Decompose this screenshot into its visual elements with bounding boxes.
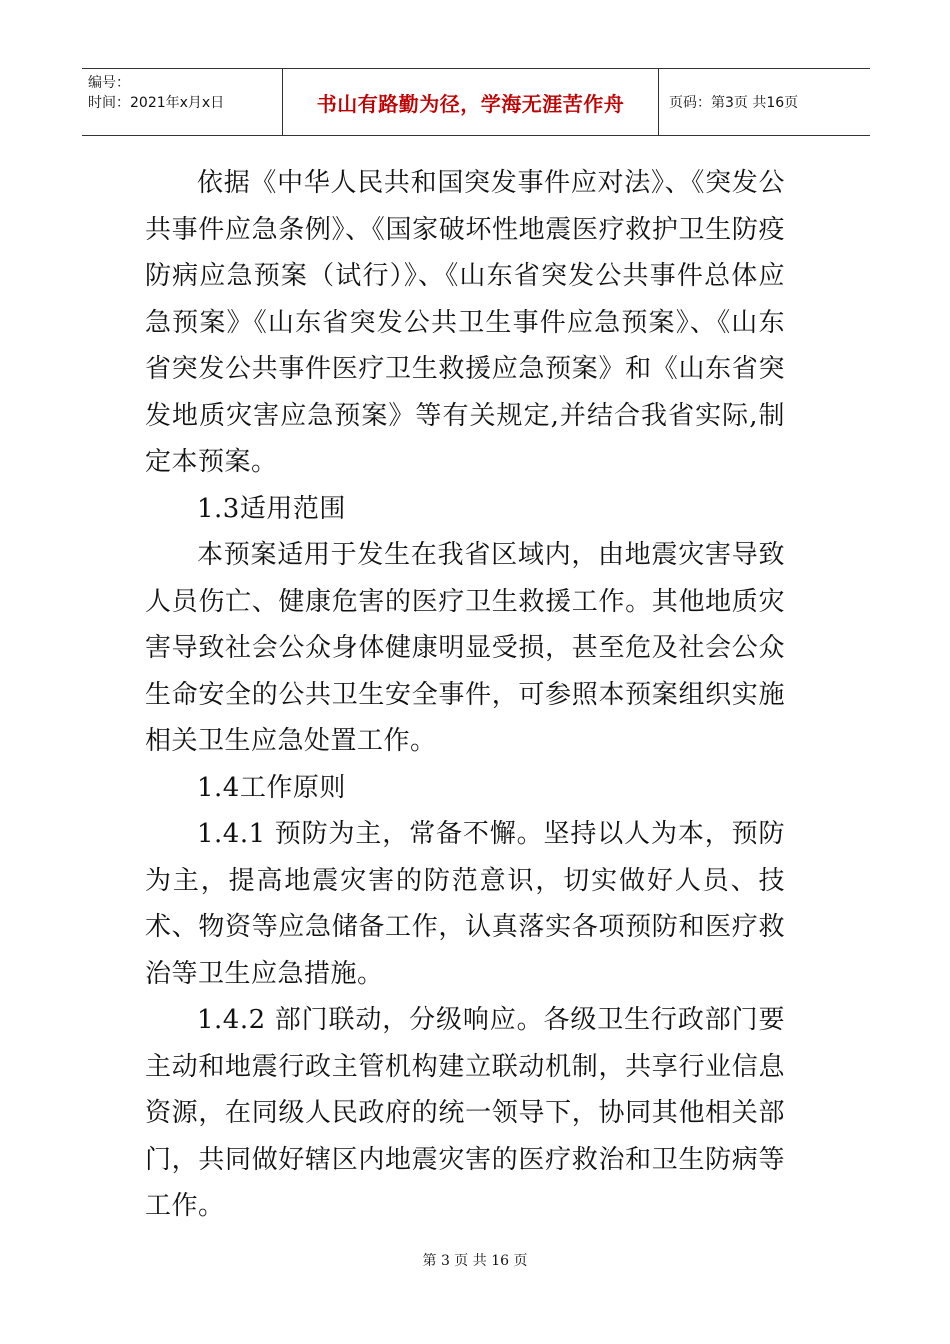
header-page-cell xyxy=(659,69,870,135)
section-heading-1-4: 1.4工作原则 xyxy=(197,772,346,803)
body-paragraph: 依据《中华人民共和国突发事件应对法》、《突发公共事件应急条例》、《国家破坏性地震医疗救护卫生防疫防病应急预案（试行）》、《山东省突发公共事件总体应急预案》《山东省突发公共卫生事件应急预案》、《山东省突发公共事件医疗卫生救援应急预案》和《山东省突发地质灾害应急预案》等有关规定,并结合我省实际,制定本预案。 xyxy=(145,168,785,477)
document-body xyxy=(145,160,785,1230)
page-header xyxy=(82,68,870,136)
section-heading-1-3: 1.3适用范围 xyxy=(197,493,346,524)
body-paragraph: 1.4.2 部门联动，分级响应。各级卫生行政部门要主动和地震行政主管机构建立联动机制，共享行业信息资源，在同级人民政府的统一领导下，协同其他相关部门，共同做好辖区内地震灾害的医疗救治和卫生防病等工作。 xyxy=(145,1005,785,1221)
header-page-number: 页码：第3页 共16页 xyxy=(669,95,799,111)
header-motto-cell xyxy=(282,69,659,135)
document-time-label: 时间：2021年x月x日 xyxy=(88,95,225,111)
body-paragraph: 1.4.1 预防为主，常备不懈。坚持以人为本，预防为主，提高地震灾害的防范意识，切实做好人员、技术、物资等应急储备工作，认真落实各项预防和医疗救治等卫生应急措施。 xyxy=(145,819,785,989)
document-number-label: 编号： xyxy=(88,75,130,91)
header-motto: 书山有路勤为径，学海无涯苦作舟 xyxy=(316,91,625,116)
header-meta xyxy=(82,69,282,135)
footer-page-number: 第 3 页 共 16 页 xyxy=(422,1253,528,1269)
page-footer xyxy=(0,1250,950,1270)
body-paragraph: 本预案适用于发生在我省区域内，由地震灾害导致人员伤亡、健康危害的医疗卫生救援工作。其他地质灾害导致社会公众身体健康明显受损，甚至危及社会公众生命安全的公共卫生安全事件，可参照本预案组织实施相关卫生应急处置工作。 xyxy=(145,540,785,756)
